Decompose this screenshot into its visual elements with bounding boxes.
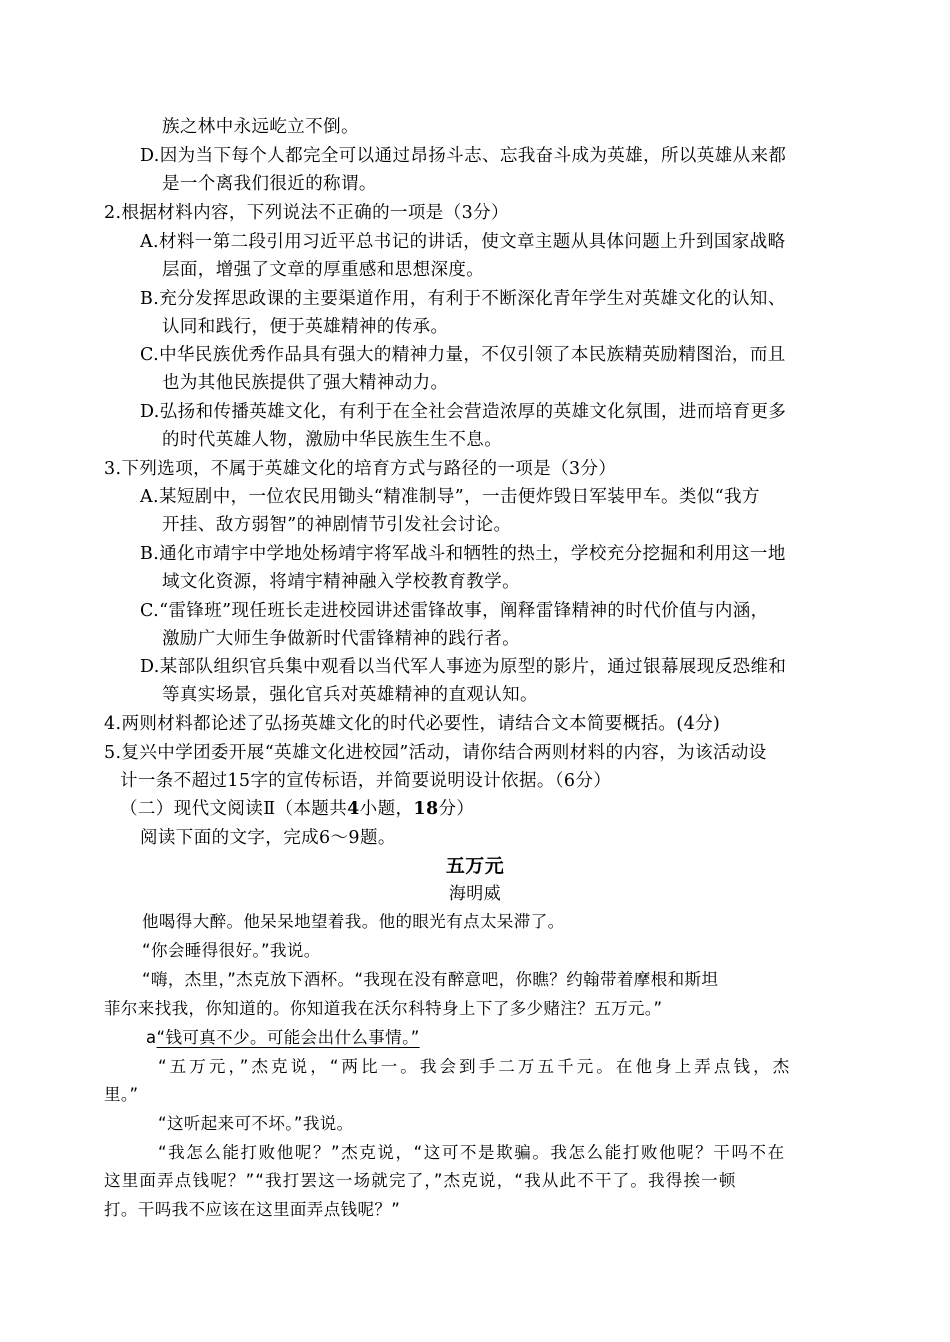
q3-option-c-line1: C.“雷锋班”现任班长走进校园讲述雷锋故事，阐释雷锋精神的时代价值与内涵， — [140, 601, 769, 621]
section2-total-score: 18 — [413, 799, 439, 819]
story-paragraph-3-line2: 菲尔来找我，你知道的。你知道我在沃尔科特身上下了多少赌注？五万元。” — [104, 999, 663, 1018]
story-paragraph-7-line2: 这里面弄点钱呢？”“我打罢这一场就完了，”杰克说，“我从此不干了。我得挨一顿 — [104, 1171, 737, 1190]
q2-option-c-line1: C.中华民族优秀作品具有强大的精神力量，不仅引领了本民族精英励精图治，而且 — [140, 345, 786, 365]
story-paragraph-1: 他喝得大醉。他呆呆地望着我。他的眼光有点太呆滞了。 — [142, 912, 565, 931]
q3-option-d-line1: D.某部队组织官兵集中观看以当代军人事迹为原型的影片，通过银幕展现反恐维和 — [140, 657, 787, 677]
story-paragraph-7-line3: 打。干吗我不应该在这里面弄点钱呢？” — [104, 1200, 401, 1219]
q2-stem: 2.根据材料内容，下列说法不正确的一项是（3分） — [104, 203, 509, 223]
story-paragraph-3-line1: “嗨，杰里，”杰克放下酒杯。“我现在没有醉意吧，你瞧？约翰带着摩根和斯坦 — [142, 970, 719, 989]
q2-option-d-line2: 的时代英雄人物，激励中华民族生生不息。 — [162, 430, 503, 450]
section2-heading-mid: 小题， — [359, 799, 414, 819]
q1-option-d-line2: 是一个离我们很近的称谓。 — [162, 174, 377, 194]
q2-option-b-line2: 认同和践行，便于英雄精神的传承。 — [162, 317, 449, 337]
story-paragraph-5-line2: 里。” — [104, 1085, 139, 1104]
q4-stem: 4.两则材料都论述了弘扬英雄文化的时代必要性，请结合文本简要概括。(4分) — [104, 714, 721, 734]
q2-option-c-line2: 也为其他民族提供了强大精神动力。 — [162, 373, 449, 393]
section2-heading-suffix: 分） — [438, 799, 475, 819]
q5-stem-line1: 5.复兴中学团委开展“英雄文化进校园”活动，请你结合两则材料的内容，为该活动设 — [104, 743, 767, 763]
section2-instruction: 阅读下面的文字，完成6～9题。 — [140, 828, 396, 848]
section2-heading — [120, 796, 474, 822]
q3-stem: 3.下列选项，不属于英雄文化的培育方式与路径的一项是（3分） — [104, 459, 617, 479]
story-paragraph-2: “你会睡得很好。”我说。 — [142, 941, 321, 960]
story-paragraph-4 — [146, 1025, 420, 1051]
underlined-sentence: “钱可真不少。可能会出什么事情。” — [156, 1028, 420, 1047]
q3-option-d-line2: 等真实场景，强化官兵对英雄精神的直观认知。 — [162, 685, 538, 705]
story-title: 五万元 — [445, 855, 505, 877]
q5-stem-line2: 计一条不超过15字的宣传标语，并简要说明设计依据。（6分） — [120, 771, 612, 791]
story-paragraph-6: “这听起来可不坏。”我说。 — [158, 1114, 354, 1133]
q2-option-a-line2: 层面，增强了文章的厚重感和思想深度。 — [162, 260, 485, 280]
story-author: 海明威 — [448, 884, 502, 904]
story-paragraph-7-line1: “我怎么能打败他呢？”杰克说，“这可不是欺骗。我怎么能打败他呢？干吗不在 — [158, 1143, 786, 1162]
q2-option-d-line1: D.弘扬和传播英雄文化，有利于在全社会营造浓厚的英雄文化氛围，进而培育更多 — [140, 402, 787, 422]
q3-option-a-line1: A.某短剧中，一位农民用锄头“精准制导”，一击便炸毁日军装甲车。类似“我方 — [140, 487, 760, 507]
q2-option-a-line1: A.材料一第二段引用习近平总书记的讲话，使文章主题从具体问题上升到国家战略 — [140, 232, 786, 252]
section2-question-count: 4 — [347, 799, 360, 819]
q3-option-b-line2: 域文化资源，将靖宇精神融入学校教育教学。 — [162, 572, 520, 592]
q1-option-d-line1: D.因为当下每个人都完全可以通过昂扬斗志、忘我奋斗成为英雄，所以英雄从来都 — [140, 146, 787, 166]
q3-option-a-line2: 开挂、敌方弱智”的神剧情节引发社会讨论。 — [162, 515, 512, 535]
q3-option-c-line2: 激励广大师生争做新时代雷锋精神的践行者。 — [162, 629, 520, 649]
q2-option-b-line1: B.充分发挥思政课的主要渠道作用，有利于不断深化青年学生对英雄文化的认知、 — [140, 289, 786, 309]
annotation-marker: a — [146, 1028, 157, 1047]
section2-heading-prefix: （二）现代文阅读Ⅱ（本题共 — [120, 799, 348, 819]
q3-option-b-line1: B.通化市靖宇中学地处杨靖宇将军战斗和牺牲的热土，学校充分挖掘和利用这一地 — [140, 544, 786, 564]
story-paragraph-5-line1: “五万元，”杰克说，“两比一。我会到手二万五千元。在他身上弄点钱，杰 — [158, 1057, 793, 1076]
q1-option-c-continuation: 族之林中永远屹立不倒。 — [162, 117, 359, 137]
